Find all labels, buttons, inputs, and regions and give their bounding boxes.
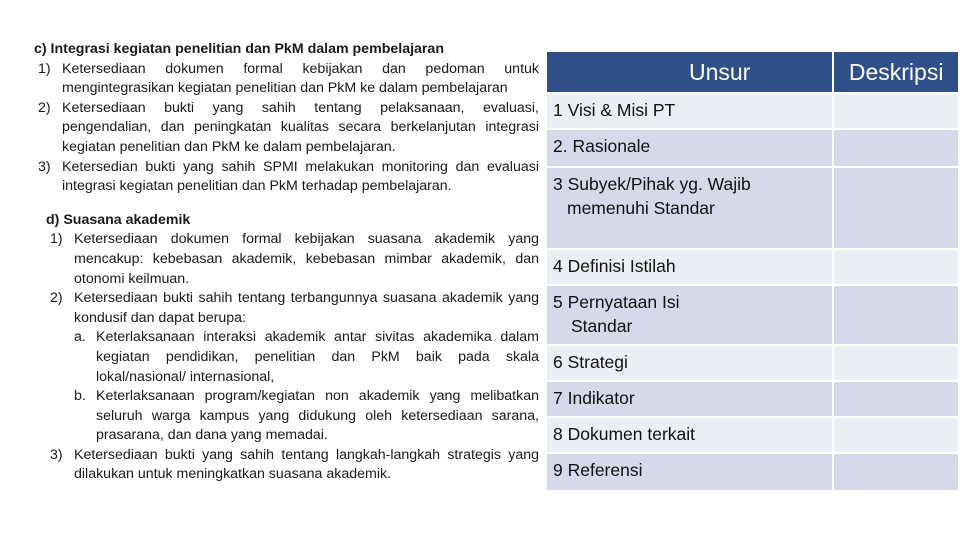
- sub-list-item: [74, 328, 539, 387]
- header-unsur: [546, 51, 833, 93]
- header-unsur-label: Unsur: [688, 58, 751, 85]
- item-number: 1): [38, 60, 51, 77]
- unsur-text: 3 Subyek/Pihak yg. Wajib: [553, 174, 751, 194]
- unsur-cell: [546, 345, 833, 381]
- unsur-text: 6 Strategi: [553, 352, 628, 372]
- table-header-row: [546, 51, 959, 93]
- deskripsi-cell: [833, 167, 959, 249]
- deskripsi-cell: [833, 249, 959, 285]
- sub-item-letter: b.: [74, 388, 86, 405]
- document-excerpt: [34, 40, 539, 485]
- unsur-cell: [546, 249, 833, 285]
- item-text: Ketersediaan bukti yang sahih tentang langkah-langkah strategis yang dilakukan untuk meningkatkan suasana akademik.: [74, 446, 539, 483]
- unsur-cell: [546, 453, 833, 491]
- unsur-text: 9 Referensi: [553, 460, 643, 480]
- unsur-table: [545, 50, 960, 492]
- item-text: Ketersediaan bukti sahih tentang terbangunnya suasana akademik yang kondusif dan dapat berupa:: [74, 290, 539, 326]
- unsur-cell: [546, 129, 833, 167]
- unsur-text-cont: Standar: [571, 316, 633, 336]
- unsur-cell: [546, 417, 833, 453]
- header-deskripsi: Deskripsi: [833, 51, 959, 93]
- unsur-cell: [546, 381, 833, 417]
- unsur-text-cont: memenuhi Standar: [567, 198, 715, 218]
- deskripsi-cell: [833, 453, 959, 491]
- list-item: [34, 99, 539, 158]
- sub-list-item: [74, 387, 539, 446]
- unsur-text: 1 Visi & Misi PT: [553, 100, 676, 120]
- deskripsi-cell: [833, 129, 959, 167]
- unsur-cell: [546, 167, 833, 249]
- sub-item-text: Keterlaksanaan interaksi akademik antar sivitas akademika dalam kegiatan pendidikan, penelitian dan PkM baik pada skala lokal/nasional/ internasional,: [96, 329, 539, 385]
- deskripsi-cell: [833, 285, 959, 345]
- list-item: [46, 289, 539, 446]
- table-row: [546, 129, 959, 167]
- table-row: [546, 345, 959, 381]
- deskripsi-cell: [833, 417, 959, 453]
- deskripsi-cell: [833, 93, 959, 129]
- unsur-text: 5 Pernyataan Isi: [553, 292, 680, 312]
- table-row: [546, 93, 959, 129]
- unsur-text: 8 Dokumen terkait: [553, 424, 696, 444]
- item-text: Ketersediaan dokumen formal kebijakan suasana akademik yang mencakup: kebebasan akademik, kebebasan mimbar akademik, dan otonomi keilmuan.: [74, 231, 539, 287]
- sub-item-letter: a.: [74, 329, 86, 346]
- list-item: [34, 60, 539, 99]
- deskripsi-cell: [833, 381, 959, 417]
- item-number: 3): [38, 158, 51, 175]
- item-text: Ketersediaan dokumen formal kebijakan dan pedoman untuk mengintegrasikan kegiatan penelitian dan PkM ke dalam pembelajaran: [62, 60, 539, 97]
- item-text: Ketersediaan bukti yang sahih tentang pelaksanaan, evaluasi, pengendalian, dan peningkatan kualitas secara berkelanjutan integrasi kegiatan penelitian dan PkM ke dalam pembelajaran.: [62, 99, 539, 155]
- list-item: [34, 158, 539, 197]
- sub-item-text: Keterlaksanaan program/kegiatan non akademik yang melibatkan seluruh warga kampus yang didukung oleh ketersediaan sarana, prasarana, dan dana yang memadai.: [96, 388, 539, 444]
- item-number: 1): [50, 231, 63, 248]
- list-item: [46, 446, 539, 485]
- item-text: Ketersedian bukti yang sahih SPMI melakukan monitoring dan evaluasi integrasi kegiatan penelitian dan PkM terhadap pembelajaran.: [62, 158, 539, 195]
- item-number: 2): [38, 99, 51, 116]
- table-row: [546, 453, 959, 491]
- section-c-title: c) Integrasi kegiatan penelitian dan PkM dalam pembelajaran: [34, 41, 444, 57]
- table-row: [546, 249, 959, 285]
- table-row: [546, 417, 959, 453]
- table-row: [546, 381, 959, 417]
- unsur-text: 7 Indikator: [553, 388, 635, 408]
- item-number: 3): [50, 446, 63, 463]
- unsur-cell: [546, 93, 833, 129]
- table-row: [546, 285, 959, 345]
- unsur-text: 4 Definisi Istilah: [553, 256, 676, 276]
- table-row: [546, 167, 959, 249]
- list-item: [46, 230, 539, 289]
- unsur-text: 2. Rasionale: [553, 136, 651, 156]
- section-d-title: d) Suasana akademik: [46, 211, 191, 228]
- section-c: [34, 40, 539, 197]
- deskripsi-cell: [833, 345, 959, 381]
- item-number: 2): [50, 290, 63, 307]
- unsur-cell: [546, 285, 833, 345]
- section-d: [34, 211, 539, 485]
